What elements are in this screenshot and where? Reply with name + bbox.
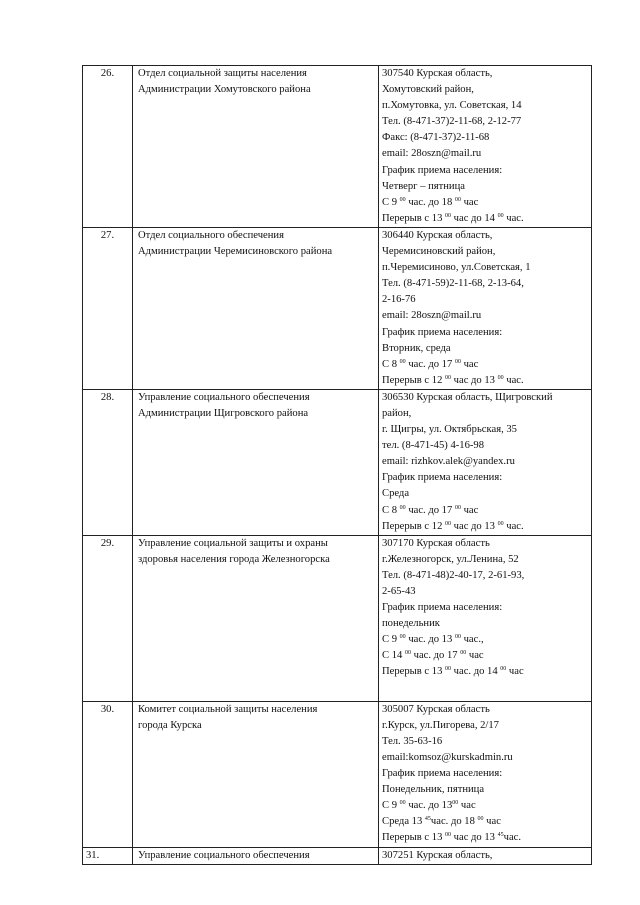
- text-line: здоровья населения города Железногорска: [138, 553, 330, 565]
- contact-details: [379, 389, 592, 535]
- text-line: График приема населения:: [382, 326, 503, 338]
- organization-name: [133, 227, 379, 389]
- text-line: С 9 $^{00}$ час. до 13 $^{00}$ час.,: [382, 634, 484, 646]
- text-line: Перерыв с 12 $^{00}$ час до 13 $^{00}$ час.: [382, 374, 524, 386]
- contact-details: [379, 847, 592, 864]
- table-row: [83, 701, 592, 847]
- text-line: Хомутовский район,: [382, 84, 474, 96]
- table-row: [83, 66, 592, 228]
- text-line: С 8 $^{00}$ час. до 17 $^{00}$ час: [382, 358, 479, 370]
- text-line: города Курска: [138, 719, 202, 731]
- text-line: Тел. (8-471-59)2-11-68, 2-13-64,: [382, 278, 524, 290]
- text-line: тел. (8-471-45) 4-16-98: [382, 440, 484, 452]
- text-line: 2-16-76: [382, 294, 416, 306]
- text-line: email: 28oszn@mail.ru: [382, 148, 482, 160]
- text-line: Администрации Щигровского района: [138, 407, 309, 419]
- contact-details: [379, 227, 592, 389]
- text-line: Вторник, среда: [382, 342, 451, 354]
- table-row: [83, 535, 592, 701]
- text-line: Управление социального обеспечения: [138, 849, 310, 861]
- text-line: С 9 $^{00}$ час. до $13^{00}$ час: [382, 800, 476, 812]
- text-line: Управление социальной защиты и охраны: [138, 537, 328, 549]
- text-line: Тел. (8-471-48)2-40-17, 2-61-93,: [382, 569, 525, 581]
- table-row: [83, 847, 592, 864]
- text-line: График приема населения:: [382, 472, 503, 484]
- organization-name: [133, 535, 379, 701]
- row-number: 30.: [83, 701, 133, 847]
- organization-name: [133, 847, 379, 864]
- text-line: 306530 Курская область, Щигровский: [382, 391, 553, 403]
- text-line: район,: [382, 407, 412, 419]
- text-line: 307540 Курская область,: [382, 68, 493, 79]
- text-line: С 9 $^{00}$ час. до 18 $^{00}$ час: [382, 196, 479, 208]
- text-line: Перерыв с 12 $^{00}$ час до 13 $^{00}$ час.: [382, 520, 524, 532]
- row-number: 28.: [83, 389, 133, 535]
- row-number: 27.: [83, 227, 133, 389]
- row-number: 31.: [83, 847, 133, 864]
- text-line: п.Черемисиново, ул.Советская, 1: [382, 262, 531, 274]
- text-line: понедельник: [382, 618, 440, 630]
- text-line: email: rizhkov.alek@yandex.ru: [382, 456, 515, 468]
- organization-name: [133, 66, 379, 228]
- text-line: График приема населения:: [382, 164, 503, 176]
- text-line: г. Щигры, ул. Октябрьская, 35: [382, 424, 517, 436]
- text-line: Тел. 35-63-16: [382, 735, 443, 747]
- row-number: 26.: [83, 66, 133, 228]
- table-row: [83, 389, 592, 535]
- contact-details: [379, 66, 592, 228]
- text-line: Факс: (8-471-37)2-11-68: [382, 132, 490, 144]
- directory-table: [82, 65, 592, 865]
- text-line: Перерыв с 13 $^{00}$ час. до 14 $^{00}$ час: [382, 666, 524, 678]
- text-line: Отдел социальной защиты населения: [138, 68, 307, 79]
- text-line: 306440 Курская область,: [382, 229, 493, 241]
- contact-details: [379, 701, 592, 847]
- text-line: Среда 13 $^{45}$час. до 18 $^{00}$ час: [382, 816, 501, 828]
- text-line: График приема населения:: [382, 602, 503, 614]
- text-line: email:komsoz@kurskadmin.ru: [382, 752, 513, 763]
- text-line: С 14 $^{00}$ час. до 17 $^{00}$ час: [382, 650, 484, 662]
- directory-table-body: [83, 66, 592, 865]
- row-number: 29.: [83, 535, 133, 701]
- table-row: [83, 227, 592, 389]
- text-line: Администрации Хомутовского района: [138, 84, 311, 96]
- organization-name: [133, 701, 379, 847]
- text-line: Перерыв с 13 $^{00}$ час до 14 $^{00}$ час.: [382, 212, 524, 224]
- text-line: г.Железногорск, ул.Ленина, 52: [382, 553, 519, 565]
- text-line: Среда: [382, 488, 410, 500]
- text-line: График приема населения:: [382, 768, 503, 780]
- text-line: 307251 Курская область,: [382, 849, 493, 861]
- text-line: email: 28oszn@mail.ru: [382, 310, 482, 322]
- text-line: Перерыв с 13 $^{00}$ час до 13 $^{45}$час.: [382, 832, 522, 844]
- text-line: 307170 Курская область: [382, 537, 490, 549]
- contact-details: [379, 535, 592, 701]
- text-line: С 8 $^{00}$ час. до 17 $^{00}$ час: [382, 504, 479, 516]
- text-line: Отдел социального обеспечения: [138, 229, 284, 241]
- text-line: г.Курск, ул.Пигорева, 2/17: [382, 719, 499, 731]
- organization-name: [133, 389, 379, 535]
- text-line: Управление социального обеспечения: [138, 391, 310, 403]
- text-line: п.Хомутовка, ул. Советская, 14: [382, 100, 522, 112]
- text-line: Понедельник, пятница: [382, 784, 485, 796]
- text-line: Черемисиновский район,: [382, 246, 496, 258]
- text-line: 2-65-43: [382, 586, 416, 597]
- text-line: Комитет социальной защиты населения: [138, 703, 318, 715]
- text-line: Тел. (8-471-37)2-11-68, 2-12-77: [382, 116, 522, 128]
- text-line: Администрации Черемисиновского района: [138, 246, 333, 258]
- text-line: Четверг – пятница: [382, 180, 465, 192]
- text-line: 305007 Курская область: [382, 703, 490, 715]
